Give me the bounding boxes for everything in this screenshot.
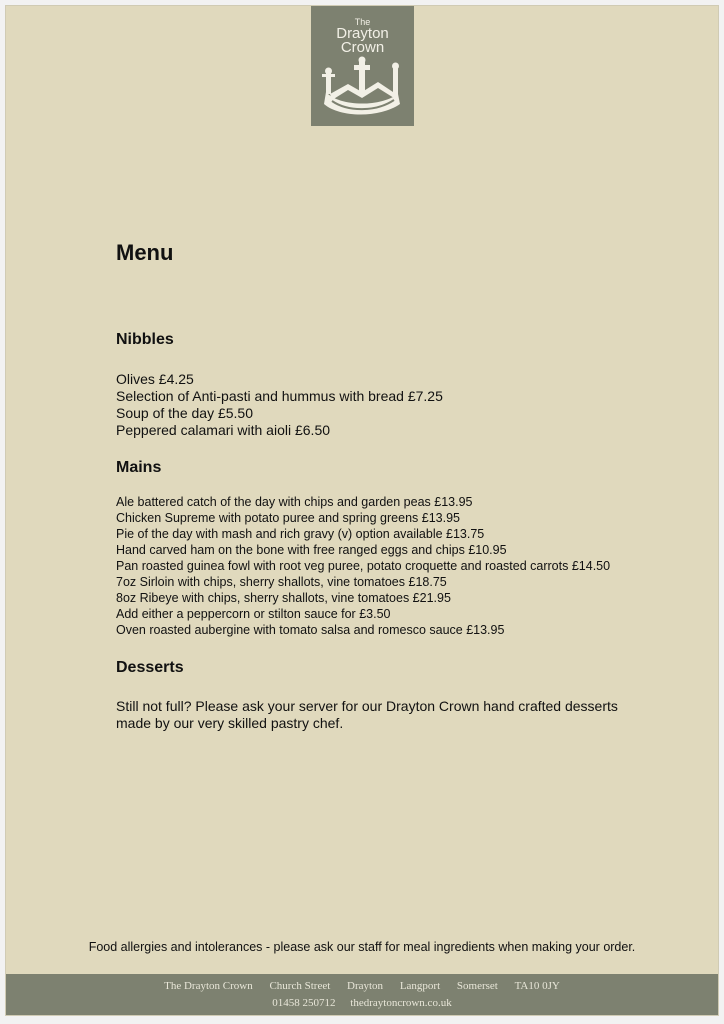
footer-phone: 01458 250712 (272, 997, 336, 1009)
list-item: Chicken Supreme with potato puree and spring greens £13.95 (116, 511, 460, 525)
footer-name: The Drayton Crown (164, 980, 253, 992)
nibbles-heading: Nibbles (116, 331, 174, 348)
desserts-heading: Desserts (116, 659, 184, 676)
list-item: Pie of the day with mash and rich gravy (v) option available £13.75 (116, 527, 485, 541)
logo-the: The (354, 17, 371, 27)
logo-line-2: Crown (340, 39, 385, 56)
footer-street: Church Street (269, 980, 331, 992)
desserts-description: Still not full? Please ask your server for our Drayton Crown hand crafted desserts made by our very skilled pastry chef. (116, 698, 618, 731)
footer-contact (6, 997, 718, 1009)
list-item: Peppered calamari with aioli £6.50 (116, 422, 331, 438)
list-item: Soup of the day £5.50 (116, 405, 253, 421)
list-item: Olives £4.25 (116, 371, 194, 387)
list-item: Ale battered catch of the day with chips and garden peas £13.95 (116, 495, 473, 509)
footer-town: Langport (399, 980, 441, 992)
drayton-crown-logo (311, 6, 414, 126)
footer-village: Drayton (347, 980, 384, 992)
menu-page (5, 5, 719, 1016)
list-item: Selection of Anti-pasti and hummus with bread £7.25 (116, 388, 443, 404)
footer-county: Somerset (456, 980, 498, 992)
mains-list (116, 494, 610, 638)
footer-website: thedraytoncrown.co.uk (350, 997, 452, 1009)
list-item: 8oz Ribeye with chips, sherry shallots, vine tomatoes £21.95 (116, 591, 451, 605)
logo-line-1: Drayton (336, 25, 389, 42)
footer-postcode: TA10 0JY (514, 980, 560, 992)
footer-address (6, 980, 718, 992)
list-item: Pan roasted guinea fowl with root veg puree, potato croquette and roasted carrots £14.50 (116, 559, 611, 573)
menu-title: Menu (116, 240, 174, 265)
list-item: Add either a peppercorn or stilton sauce for £3.50 (116, 607, 391, 621)
mains-heading: Mains (116, 459, 162, 476)
list-item: Oven roasted aubergine with tomato salsa and romesco sauce £13.95 (116, 623, 505, 637)
allergy-note: Food allergies and intolerances - please ask our staff for meal ingredients when making your order. (88, 940, 636, 954)
nibbles-list (116, 371, 443, 439)
list-item: 7oz Sirloin with chips, sherry shallots, vine tomatoes £18.75 (116, 575, 447, 589)
list-item: Hand carved ham on the bone with free ranged eggs and chips £10.95 (116, 543, 507, 557)
footer-bar (6, 974, 718, 1016)
crown-icon (318, 54, 406, 120)
